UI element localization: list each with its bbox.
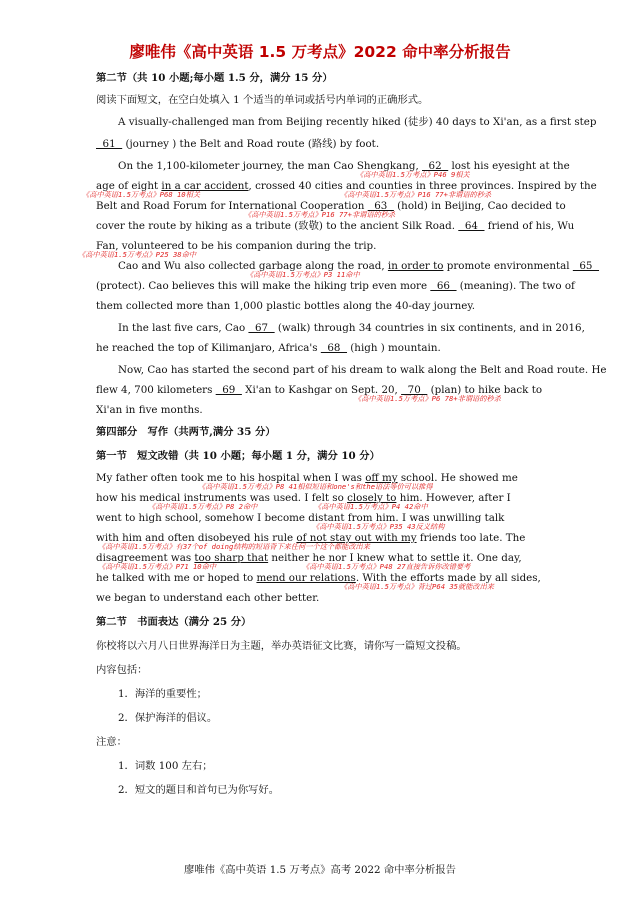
error-correction-line: My father often took me to his hospital when I was off my school. He showed me [96, 472, 518, 484]
annotation: 《高中英语1.5万考点》P8 41相似短语和one's和the语法等价可以推得 [198, 482, 433, 491]
part4-sec1-header: 第一节 短文改错（共 10 小题；每小题 1 分，满分 10 分） [96, 450, 380, 462]
annotation: 《高中英语1.5万考点》P16 77+非谓语的秒杀 [340, 190, 492, 199]
blank-69: 69 [215, 384, 242, 396]
passage-line: Belt and Road Forum for International Cooperation 63 (hold) in Beijing, Cao decided to [96, 200, 566, 212]
writing-prompt: 1．词数 100 左右； [118, 760, 213, 772]
blank-67: 67 [248, 322, 275, 334]
section2-instruction: 阅读下面短文，在空白处填入 1 个适当的单词或括号内单词的正确形式。 [96, 94, 429, 106]
annotation: 《高中英语1.5万考点》P4 42命中 [314, 502, 428, 511]
passage-line: age of eight in a car accident, crossed 40 cities and counties in three provinces. Inspired by the [96, 180, 597, 192]
passage-line: In the last five cars, Cao 67 (walk) through 34 countries in six continents, and in 2016, [118, 322, 585, 334]
passage-line: A visually-challenged man from Beijing recently hiked (徒步) 40 days to Xi'an, as a first step [118, 116, 597, 128]
blank-64: 64 [458, 220, 485, 232]
passage-line: Xi'an in five months. [96, 404, 203, 416]
passage-line: cover the route by hiking as a tribute (致敬) to the ancient Silk Road. 64 friend of his, Wu [96, 220, 575, 232]
annotation: 《高中英语1.5万考点》P6 78+非谓语的秒杀 [354, 394, 501, 403]
blank-61: 61 [96, 138, 123, 150]
blank-65: 65 [572, 260, 600, 272]
page-title: 廖唯伟《高中英语 1.5 万考点》2022 命中率分析报告 [129, 43, 511, 61]
passage-line: Now, Cao has started the second part of his dream to walk along the Belt and Road route. He [118, 364, 607, 376]
error-correction-line: how his medical instruments was used. I felt so closely to him. However, after I [96, 492, 511, 504]
blank-70: 70 [401, 384, 428, 396]
writing-prompt: 内容包括： [96, 664, 148, 676]
error-correction-line: with him and often disobeyed his rule of not stay out with my friends too late. The [96, 532, 526, 544]
annotation: 《高中英语1.5万考点》P8 2命中 [148, 502, 258, 511]
annotation: 《高中英语1.5万考点》P48 27直接告诉你改错要考 [302, 562, 471, 571]
page-footer: 廖唯伟《高中英语 1.5 万考点》高考 2022 命中率分析报告 [184, 864, 456, 876]
annotation: 《高中英语1.5万考点》背过P64 35就能改出来 [340, 582, 494, 591]
passage-line: Cao and Wu also collected garbage along the road, in order to promote environmental 65 [118, 260, 600, 272]
passage-line: 61 (journey ) the Belt and Road route (路线) by foot. [96, 138, 380, 150]
writing-prompt: 注意： [96, 736, 127, 748]
part4-header: 第四部分 写作（共两节,满分 35 分） [96, 426, 276, 438]
error-correction-line: went to high school, somehow I become distant from him. I was unwilling talk [96, 512, 505, 524]
annotation: 《高中英语1.5万考点》有37个of doing结构的短语背下来任何一个这个都能改出来 [98, 542, 370, 551]
annotation: 《高中英语1.5万考点》P3 11命中 [246, 270, 360, 279]
blank-66: 66 [430, 280, 457, 292]
writing-prompt: 2．短文的题目和首句已为你写好。 [118, 784, 280, 796]
part4-sec2-header: 第二节 书面表达（满分 25 分） [96, 616, 252, 628]
passage-line: (protect). Cao believes this will make the hiking trip even more 66 (meaning). The two of [96, 280, 575, 292]
writing-prompt: 1．海洋的重要性； [118, 688, 207, 700]
passage-line: he reached the top of Kilimanjaro, Africa's 68 (high ) mountain. [96, 342, 441, 354]
writing-prompt: 2．保护海洋的倡议。 [118, 712, 218, 724]
passage-line: Fan, volunteered to be his companion during the trip. [96, 240, 377, 252]
annotation: 《高中英语1.5万考点》P68 10相关 [82, 190, 201, 199]
annotation: 《高中英语1.5万考点》P71 10命中 [98, 562, 217, 571]
annotation: 《高中英语1.5万考点》P16 77+非谓语的秒杀 [244, 210, 396, 219]
passage-line: them collected more than 1,000 plastic bottles along the 40-day journey. [96, 300, 476, 312]
writing-prompt: 你校将以六月八日世界海洋日为主题，举办英语征文比赛，请你写一篇短文投稿。 [96, 640, 467, 652]
section2-header: 第二节（共 10 小题;每小题 1.5 分，满分 15 分） [96, 72, 333, 84]
annotation: 《高中英语1.5万考点》P46 9相关 [356, 170, 470, 179]
error-correction-line: he talked with me or hoped to mend our relations. With the efforts made by all sides, [96, 572, 541, 584]
passage-line: flew 4, 700 kilometers 69 Xi'an to Kashgar on Sept. 20, 70 (plan) to hike back to [96, 384, 543, 396]
annotation: 《高中英语1.5万考点》P25 38命中 [78, 250, 197, 259]
blank-62: 62 [422, 160, 449, 172]
passage-line: On the 1,100-kilometer journey, the man Cao Shengkang, 62 lost his eyesight at the [118, 160, 570, 172]
error-correction-line: disagreement was too sharp that neither he nor I knew what to settle it. One day, [96, 552, 522, 564]
blank-68: 68 [320, 342, 348, 354]
blank-63: 63 [367, 200, 394, 212]
annotation: 《高中英语1.5万考点》P35 43反义结构 [312, 522, 445, 531]
error-correction-line: we began to understand each other better. [96, 592, 320, 604]
